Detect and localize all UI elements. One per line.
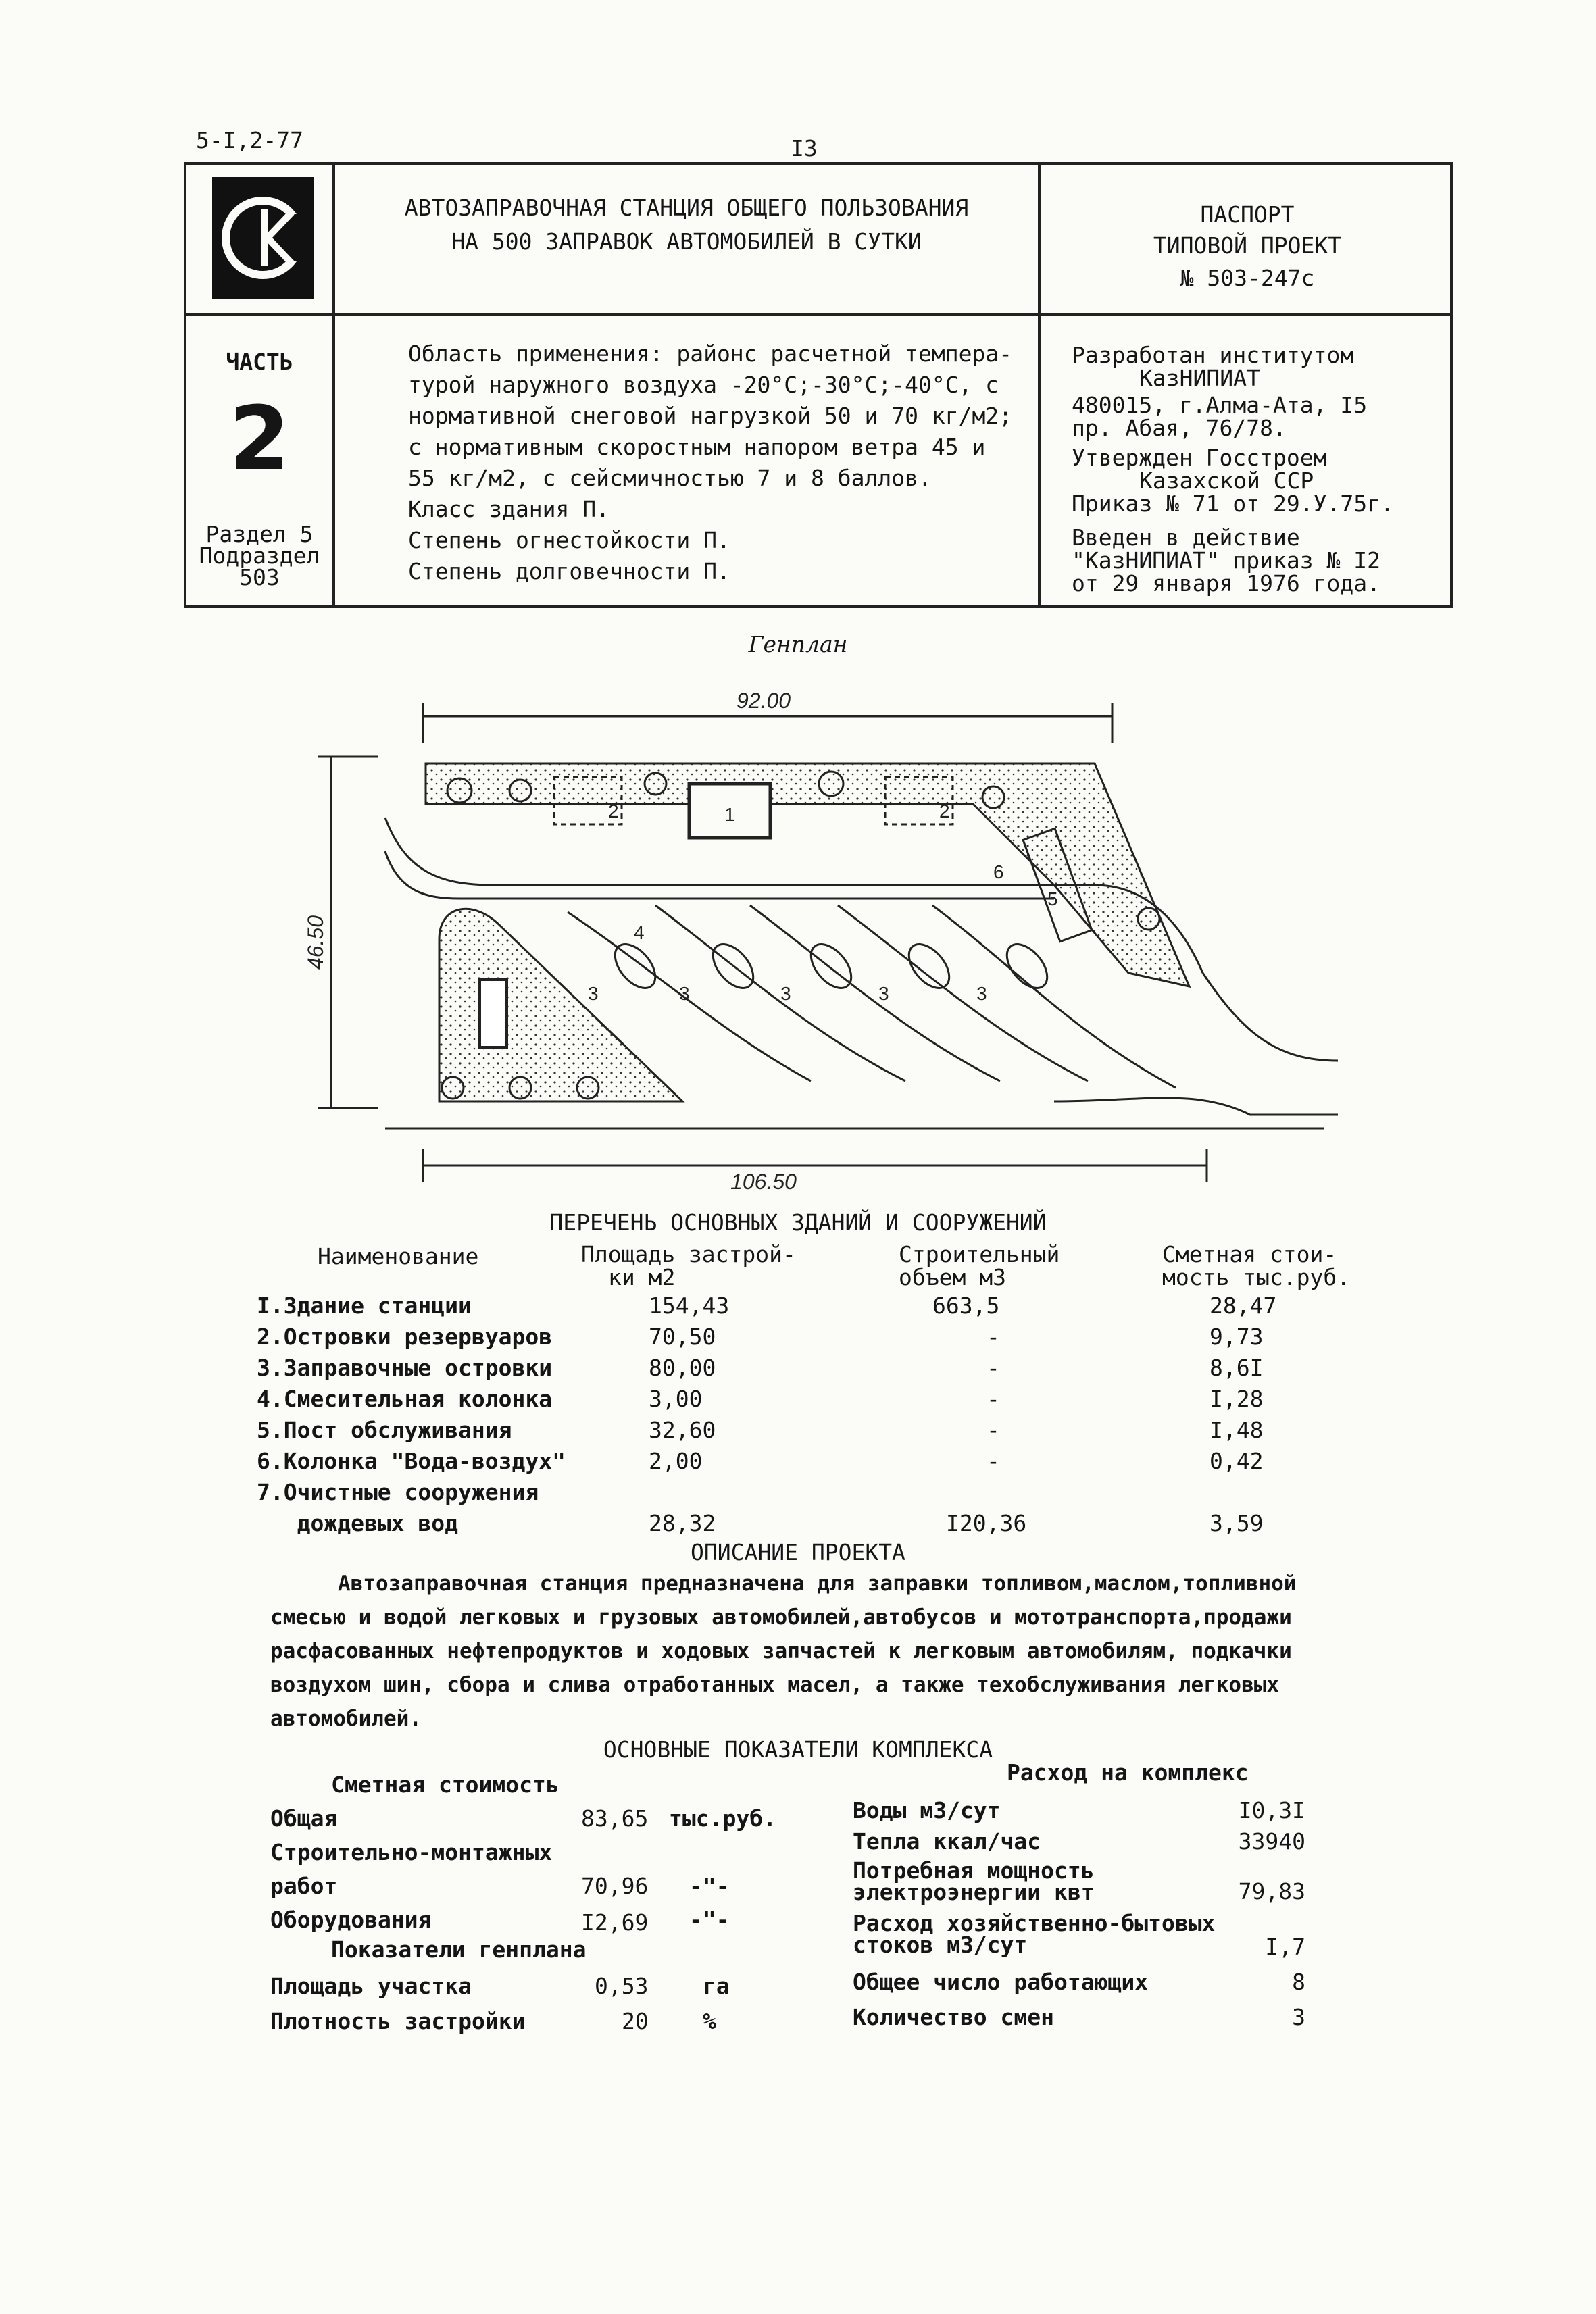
dim-top-label: 92.00 (736, 688, 791, 713)
table-row: 3.Заправочные островки 80,00 - 8,6I (257, 1355, 1264, 1381)
project-title-line1: АВТОЗАПРАВОЧНАЯ СТАНЦИЯ ОБЩЕГО ПОЛЬЗОВАНИЯ (404, 195, 969, 221)
plan-label-3c: 3 (780, 983, 791, 1004)
project-type: ТИПОВОЙ ПРОЕКТ (1153, 232, 1342, 259)
project-title-line2: НА 500 ЗАПРАВОК АВТОМОБИЛЕЙ В СУТКИ (451, 228, 922, 255)
header-box (184, 162, 1453, 608)
svg-text:СК: СК (212, 177, 214, 178)
plan-label-4: 4 (634, 922, 645, 943)
plan-label-3b: 3 (679, 983, 690, 1004)
document-code: 5-I,2-77 (196, 127, 303, 153)
cost-title: Сметная стоимость (331, 1771, 559, 1798)
sk-logo-icon (212, 177, 314, 299)
table-row: 5.Пост обслуживания 32,60 - I,48 (257, 1417, 1264, 1443)
plan-label-3d: 3 (878, 983, 889, 1004)
dim-left-label: 46.50 (303, 915, 328, 970)
table-row: дождевых вод 28,32 I20,36 3,59 (257, 1510, 1264, 1536)
project-number: № 503-247с (1180, 265, 1315, 291)
subsection-label: Подраздел (199, 543, 320, 569)
plan-label-6: 6 (993, 861, 1004, 882)
section-label: Раздел 5 (205, 521, 314, 547)
plan-indicators-title: Показатели генплана (331, 1936, 587, 1963)
description-text: Автозаправочная станция предназначена для заправки топливом,маслом,топливной смесью и водой легковых и грузовых автомобилей,автобусов и мототранспорта,продажи расфасованных нефтепродуктов и ходовых запчастей к легковым автомобилям, подкачки воздухом шин, сбора и слива отработанных масел, а также техобслуживания легковых автомобилей. (270, 1571, 1297, 1731)
plan-label-3e: 3 (976, 983, 987, 1004)
plan-label-3a: 3 (588, 983, 599, 1004)
part-number: 2 (228, 387, 291, 490)
consumption-title: Расход на комплекс (1007, 1759, 1249, 1786)
buildings-table-title: ПЕРЕЧЕНЬ ОСНОВНЫХ ЗДАНИЙ И СООРУЖЕНИЙ (549, 1209, 1047, 1236)
plan-label-2b: 2 (939, 801, 950, 822)
scope-text: Область применения: районс расчетной темпера- турой наружного воздуха -20°С;-30°С;-40°С, с нормативной снеговой нагрузкой 50 и 70 кг/м2; с нормативным скоростным напором ветра 45 и 55 кг/м2, с сейсмичностью 7 и 8 баллов. Класс здания П. Степень огнестойкости П. Степень долговечности П. (408, 341, 1013, 584)
dim-bottom-label: 106.50 (730, 1169, 797, 1194)
table-row: 6.Колонка "Вода-воздух" 2,00 - 0,42 (257, 1448, 1264, 1474)
subsection-number: 503 (239, 564, 280, 590)
description-title: ОПИСАНИЕ ПРОЕКТА (691, 1539, 905, 1565)
site-plan-title: Генплан (748, 631, 848, 657)
table-row: 2.Островки резервуаров 70,50 - 9,73 (257, 1324, 1264, 1350)
table-row: I.Здание станции 154,43 663,5 28,47 (257, 1292, 1277, 1319)
page-number: I3 (791, 135, 818, 161)
plan-label-1: 1 (724, 804, 735, 825)
plan-label-5: 5 (1047, 888, 1058, 909)
indicators-title: ОСНОВНЫЕ ПОКАЗАТЕЛИ КОМПЛЕКСА (603, 1736, 993, 1763)
passport-label: ПАСПОРТ (1200, 201, 1295, 228)
site-plan-drawing (297, 682, 1351, 1196)
plan-label-2a: 2 (608, 801, 619, 822)
part-label: ЧАСТЬ (226, 349, 293, 375)
table-row: 7.Очистные сооружения (257, 1479, 539, 1505)
buildings-table-header: Наименование Площадь застрой- ки м2 Строительный объем м3 Сметная стои- мость тыс.руб. (318, 1241, 1351, 1290)
developer-text: Разработан институтом КазНИПИАТ 480015, г.Алма-Ата, I5 пр. Абая, 76/78. Утвержден Госстроем Казахской ССР Приказ № 71 от 29.У.75г. Введен в действие "КазНИПИАТ" приказ № I2 от 29 января 1976 года. (1072, 342, 1394, 597)
table-row: 4.Смесительная колонка 3,00 - I,28 (257, 1386, 1264, 1412)
